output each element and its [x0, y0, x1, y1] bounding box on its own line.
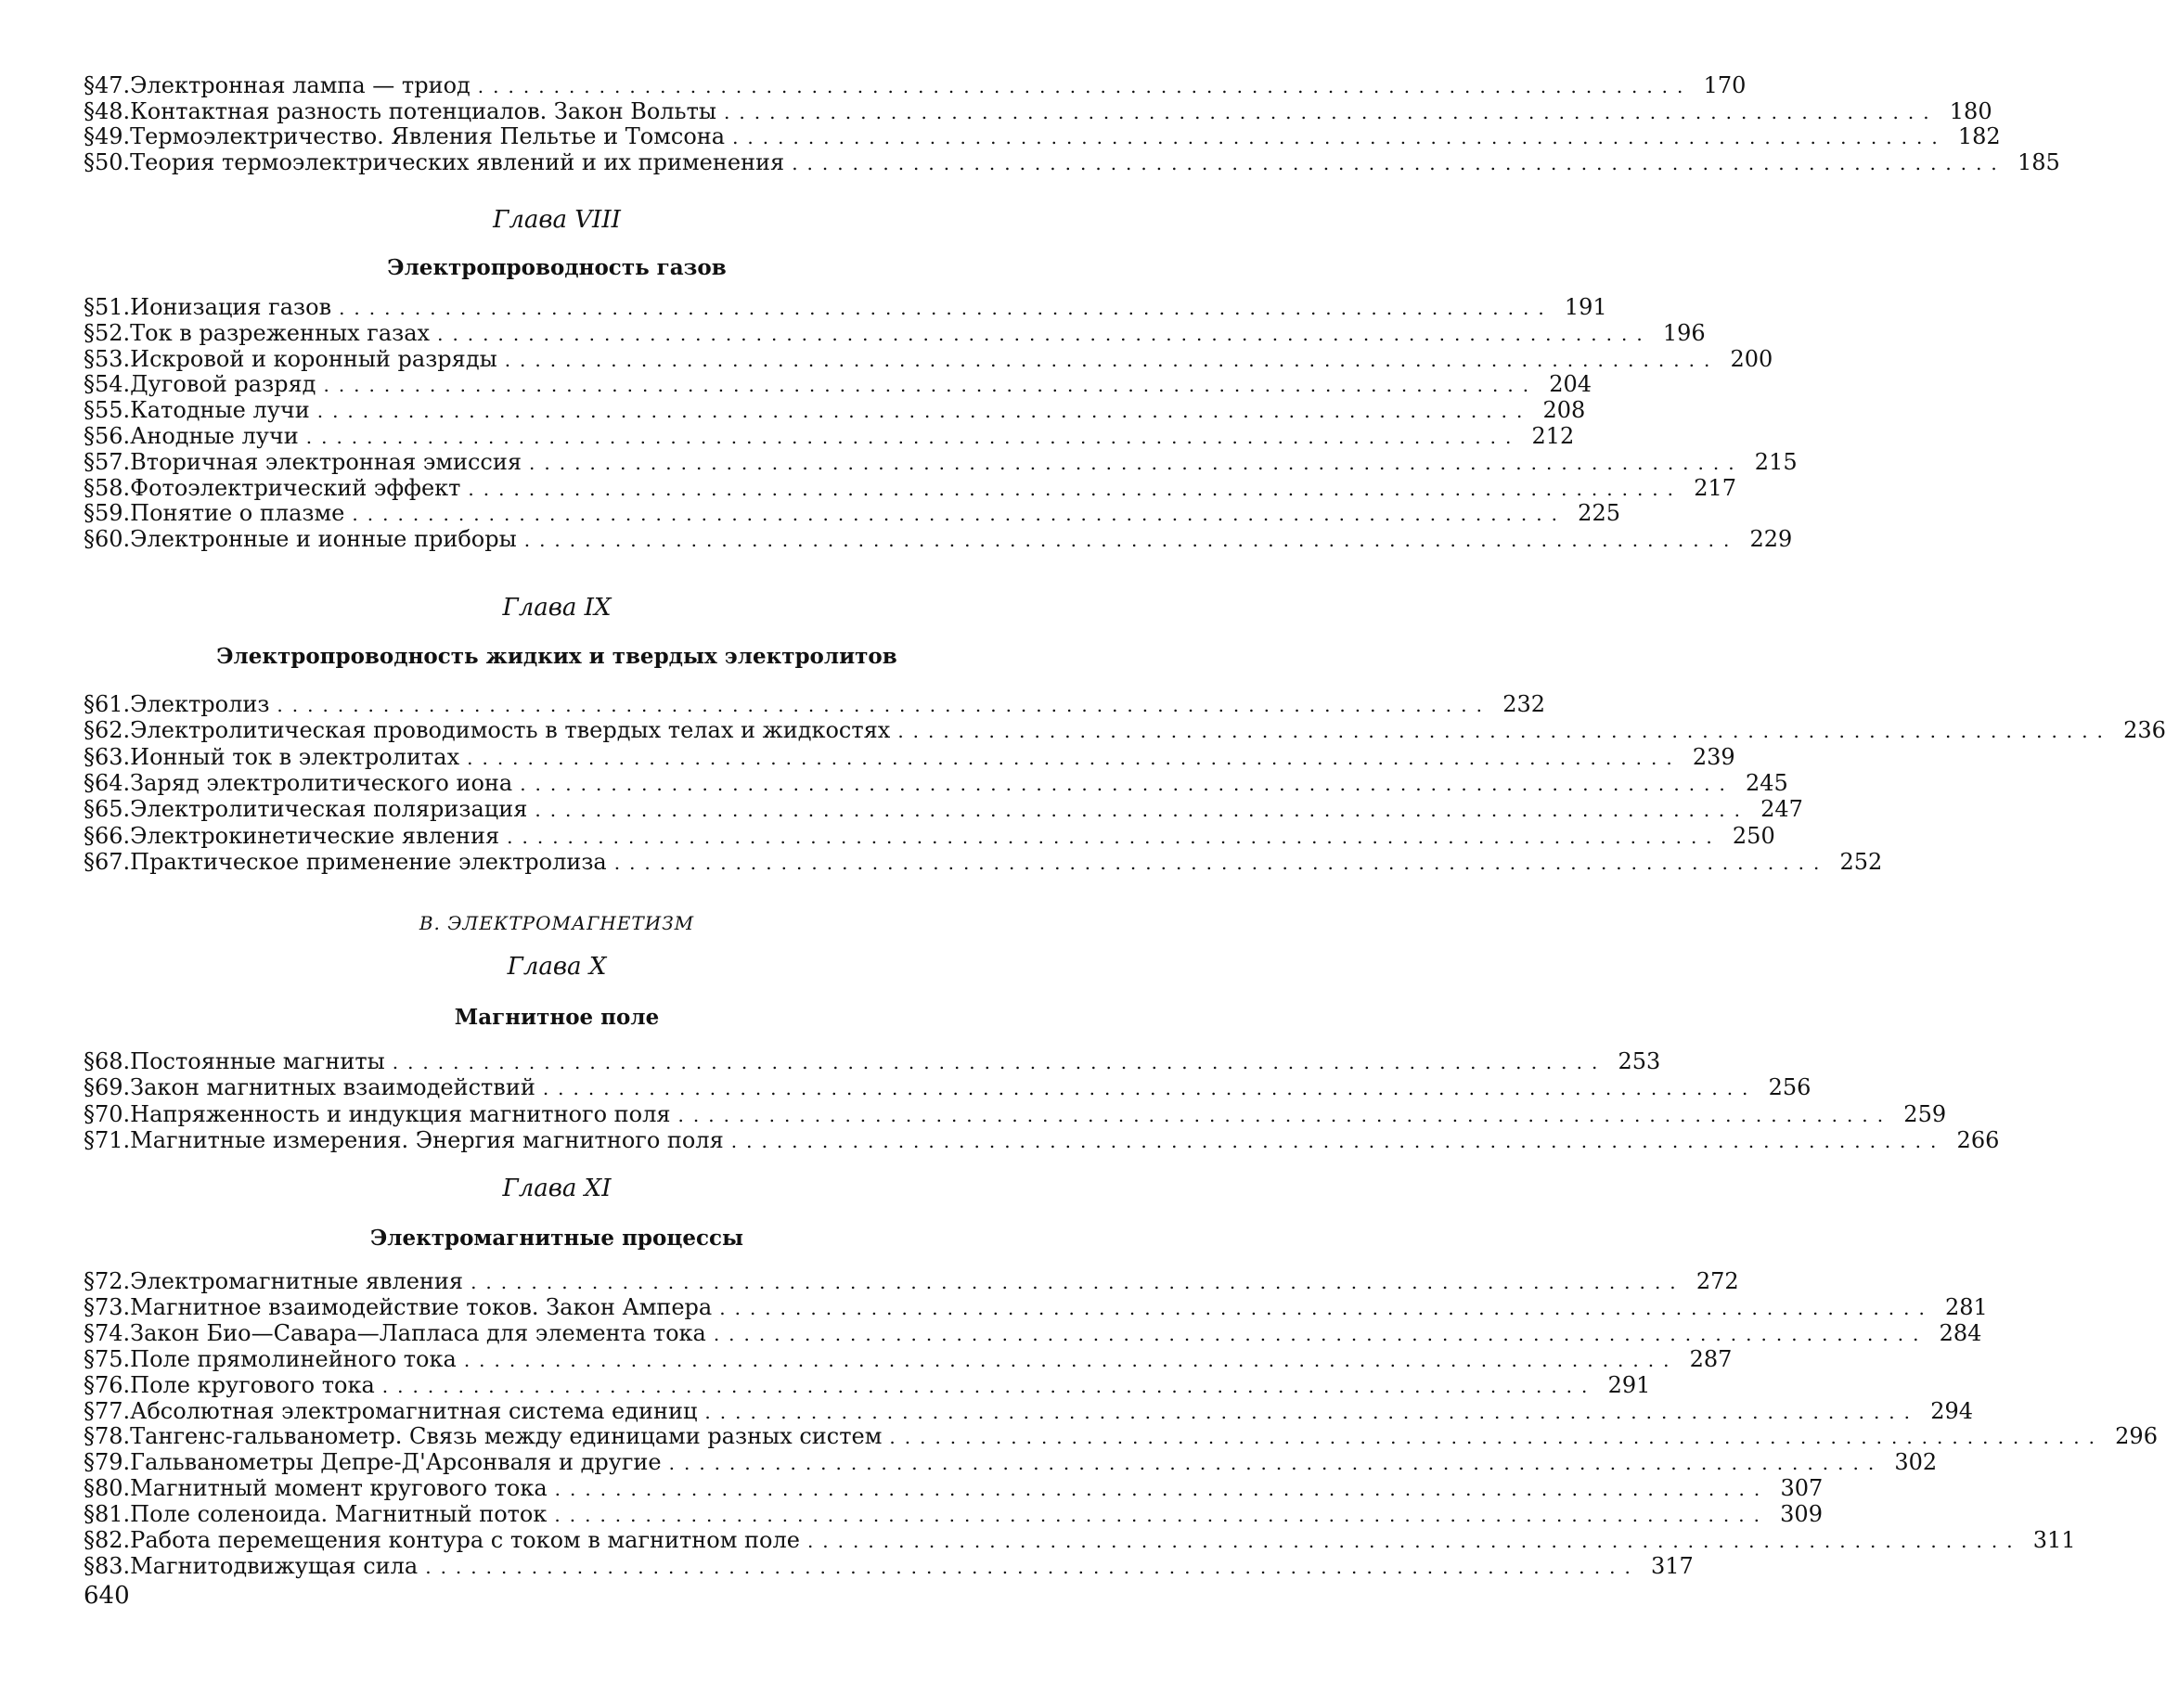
- toc-entry: [84, 769, 1788, 796]
- section-page: 196: [1662, 319, 1706, 346]
- dot-leader: ................................................................................: [613, 851, 1829, 874]
- section-mark: §: [84, 1449, 95, 1476]
- section-number: 71.: [95, 1126, 131, 1153]
- section-mark: §: [84, 1100, 95, 1127]
- toc-entry: [84, 717, 2166, 744]
- section-page: 302: [1894, 1449, 1938, 1476]
- toc-entry: [84, 345, 1773, 372]
- section-mark: §: [84, 345, 95, 372]
- section-page: 200: [1730, 345, 1773, 372]
- chapter-title-11: Электромагнитные процессы: [369, 1226, 744, 1251]
- section-number: 65.: [95, 796, 131, 823]
- section-number: 53.: [95, 345, 131, 372]
- dot-leader: ................................................................................: [277, 694, 1491, 716]
- toc-entry: [84, 1449, 1938, 1476]
- section-title: Гальванометры Депре-Д'Арсонваля и другие: [130, 1449, 662, 1476]
- dot-leader: ................................................................................: [806, 1530, 2022, 1552]
- section-number: 74.: [95, 1319, 131, 1346]
- section-number: 61.: [95, 691, 131, 717]
- part-label: В. ЭЛЕКТРОМАГНЕТИЗМ: [419, 912, 695, 934]
- section-title: Ионизация газов: [130, 294, 332, 320]
- dot-leader: ................................................................................: [724, 100, 1939, 123]
- section-title: Ток в разреженных газах: [130, 319, 431, 346]
- section-mark: §: [84, 526, 95, 553]
- dot-leader: ................................................................................: [392, 1051, 1607, 1073]
- section-title: Поле прямолинейного тока: [130, 1345, 457, 1372]
- section-title: Напряженность и индукция магнитного поля: [130, 1100, 671, 1127]
- section-page: 291: [1607, 1371, 1651, 1398]
- dot-leader: ................................................................................: [520, 772, 1734, 795]
- section-page: 294: [1930, 1397, 1974, 1424]
- section-page: 170: [1703, 72, 1747, 98]
- dot-leader: ................................................................................: [316, 400, 1532, 423]
- toc-entry: [84, 691, 1545, 717]
- section-title: Вторичная электронная эмиссия: [130, 448, 522, 475]
- section-title: Электромагнитные явления: [130, 1268, 464, 1294]
- section-page: 256: [1768, 1074, 1811, 1101]
- toc-entry: [84, 822, 1775, 849]
- chapter-label-9: Глава IX: [502, 594, 612, 622]
- section-page: 259: [1903, 1100, 1947, 1127]
- section-mark: §: [84, 294, 95, 320]
- section-number: 52.: [95, 319, 131, 346]
- dot-leader: ................................................................................: [437, 322, 1652, 345]
- section-title: Поле кругового тока: [130, 1371, 375, 1398]
- section-page: 281: [1945, 1293, 1988, 1320]
- section-page: 272: [1695, 1268, 1739, 1294]
- section-page: 317: [1651, 1552, 1694, 1579]
- section-mark: §: [84, 848, 95, 875]
- toc-entry: [84, 1319, 1982, 1346]
- section-number: 59.: [95, 500, 131, 527]
- toc-entry: [84, 1397, 1974, 1424]
- section-number: 49.: [95, 123, 131, 149]
- section-title: Закон Био—Савара—Лапласа для элемента тока: [130, 1319, 706, 1346]
- section-title: Дуговой разряд: [130, 371, 316, 398]
- section-number: 62.: [95, 717, 131, 744]
- section-number: 79.: [95, 1449, 131, 1476]
- section-number: 76.: [95, 1371, 131, 1398]
- toc-entry: [84, 1048, 1661, 1074]
- section-number: 68.: [95, 1048, 131, 1074]
- section-number: 54.: [95, 371, 131, 398]
- section-title: Магнитный момент кругового тока: [130, 1475, 548, 1502]
- dot-leader: ................................................................................: [305, 426, 1521, 448]
- section-page: 229: [1749, 526, 1793, 553]
- dot-leader: ................................................................................: [425, 1555, 1640, 1578]
- section-number: 69.: [95, 1074, 131, 1101]
- section-page: 253: [1618, 1048, 1661, 1074]
- section-page: 284: [1939, 1319, 1982, 1346]
- toc-entry: [84, 1345, 1733, 1372]
- section-title: Практическое применение электролиза: [130, 848, 607, 875]
- dot-leader: ................................................................................: [471, 1271, 1685, 1293]
- toc-entry: [84, 1552, 1694, 1579]
- toc-entry: [84, 1074, 1811, 1101]
- toc-entry: [84, 743, 1735, 770]
- section-title: Электролиз: [130, 691, 270, 717]
- section-title: Электронные и ионные приборы: [130, 526, 517, 553]
- toc-entry: [84, 397, 1586, 424]
- dot-leader: ................................................................................: [704, 1400, 1920, 1423]
- section-page: 296: [2115, 1423, 2158, 1450]
- section-page: 212: [1531, 423, 1575, 449]
- section-title: Электронная лампа — триод: [130, 72, 471, 98]
- section-number: 66.: [95, 822, 131, 849]
- section-title: Электролитическая поляризация: [130, 796, 528, 823]
- section-mark: §: [84, 1319, 95, 1346]
- section-page: 311: [2032, 1527, 2076, 1553]
- toc-entry: [84, 1268, 1739, 1294]
- toc-entry: [84, 1126, 2000, 1153]
- section-number: 56.: [95, 423, 131, 449]
- section-number: 67.: [95, 848, 131, 875]
- dot-leader: ................................................................................: [381, 1374, 1597, 1397]
- section-number: 60.: [95, 526, 131, 553]
- dot-leader: ................................................................................: [507, 825, 1721, 848]
- section-number: 80.: [95, 1475, 131, 1502]
- dot-leader: ................................................................................: [468, 477, 1683, 500]
- section-number: 77.: [95, 1397, 131, 1424]
- section-mark: §: [84, 123, 95, 149]
- section-page: 252: [1839, 848, 1883, 875]
- section-mark: §: [84, 72, 95, 98]
- chapter-label-11: Глава XI: [502, 1175, 612, 1202]
- chapter-title-9: Электропроводность жидких и твердых электролитов: [216, 644, 897, 669]
- toc-entry: [84, 1501, 1823, 1528]
- dot-leader: ................................................................................: [719, 1296, 1934, 1319]
- section-page: 225: [1578, 500, 1620, 527]
- dot-leader: ................................................................................: [889, 1426, 2104, 1449]
- section-title: Понятие о плазме: [130, 500, 345, 527]
- dot-leader: ................................................................................: [323, 374, 1539, 397]
- section-mark: §: [84, 371, 95, 398]
- section-mark: §: [84, 1048, 95, 1074]
- dot-leader: ................................................................................: [463, 1348, 1679, 1371]
- section-page: 208: [1542, 397, 1586, 424]
- toc-entry: [84, 123, 2001, 149]
- section-number: 73.: [95, 1293, 131, 1320]
- section-title: Электролитическая проводимость в твердых телах и жидкостях: [130, 717, 891, 744]
- section-page: 182: [1957, 123, 2001, 149]
- section-title: Фотоэлектрический эффект: [130, 474, 461, 501]
- dot-leader: ................................................................................: [504, 348, 1720, 371]
- section-mark: §: [84, 474, 95, 501]
- toc-entry: [84, 526, 1793, 553]
- dot-leader: ................................................................................: [792, 151, 2006, 174]
- section-page: 247: [1760, 796, 1803, 823]
- dot-leader: ................................................................................: [529, 451, 1744, 474]
- toc-entry: [84, 1371, 1651, 1398]
- section-number: 51.: [95, 294, 131, 320]
- chapter-title-10: Магнитное поле: [454, 1005, 660, 1030]
- section-title: Абсолютная электромагнитная система единиц: [130, 1397, 698, 1424]
- toc-entry: [84, 474, 1737, 501]
- section-title: Закон магнитных взаимодействий: [130, 1074, 535, 1101]
- section-mark: §: [84, 1423, 95, 1450]
- section-mark: §: [84, 1475, 95, 1502]
- section-page: 287: [1689, 1345, 1733, 1372]
- section-mark: §: [84, 148, 95, 175]
- section-page: 232: [1502, 691, 1545, 717]
- dot-leader: ................................................................................: [467, 746, 1682, 769]
- section-mark: §: [84, 1268, 95, 1294]
- toc-entry: [84, 1100, 1947, 1127]
- section-title: Термоэлектричество. Явления Пельтье и Томсона: [130, 123, 726, 149]
- dot-leader: ................................................................................: [713, 1322, 1928, 1345]
- section-mark: §: [84, 822, 95, 849]
- toc-entry: [84, 1423, 2158, 1450]
- section-title: Поле соленоида. Магнитный поток: [130, 1501, 548, 1528]
- section-mark: §: [84, 691, 95, 717]
- section-number: 81.: [95, 1501, 131, 1528]
- dot-leader: ................................................................................: [554, 1478, 1770, 1501]
- section-page: 185: [2017, 148, 2060, 175]
- section-mark: §: [84, 319, 95, 346]
- section-mark: §: [84, 743, 95, 770]
- section-title: Электрокинетические явления: [130, 822, 500, 849]
- dot-leader: ................................................................................: [730, 1129, 1946, 1152]
- toc-entry: [84, 148, 2060, 175]
- section-number: 78.: [95, 1423, 131, 1450]
- dot-leader: ................................................................................: [897, 720, 2112, 743]
- chapter-label-8: Глава VIII: [493, 206, 621, 234]
- section-mark: §: [84, 1397, 95, 1424]
- section-title: Работа перемещения контура с током в магнитном поле: [130, 1527, 800, 1553]
- section-page: 307: [1780, 1475, 1824, 1502]
- section-page: 191: [1564, 294, 1607, 320]
- dot-leader: ................................................................................: [477, 75, 1693, 97]
- section-page: 309: [1780, 1501, 1823, 1528]
- toc-entry: [84, 371, 1592, 398]
- toc-entry: [84, 423, 1575, 449]
- section-mark: §: [84, 97, 95, 124]
- section-page: 245: [1745, 769, 1788, 796]
- section-number: 63.: [95, 743, 131, 770]
- section-number: 47.: [95, 72, 131, 98]
- section-number: 83.: [95, 1552, 131, 1579]
- toc-entry: [84, 500, 1620, 527]
- section-page: 236: [2123, 717, 2166, 744]
- section-title: Контактная разность потенциалов. Закон Вольты: [130, 97, 716, 124]
- dot-leader: ................................................................................: [523, 529, 1739, 552]
- toc-entry: [84, 72, 1747, 98]
- section-mark: §: [84, 1371, 95, 1398]
- section-mark: §: [84, 1552, 95, 1579]
- toc-entry: [84, 848, 1883, 875]
- toc-entry: [84, 97, 1992, 124]
- section-mark: §: [84, 1501, 95, 1528]
- toc-entry: [84, 294, 1607, 320]
- section-mark: §: [84, 1074, 95, 1101]
- dot-leader: ................................................................................: [732, 126, 1947, 148]
- section-title: Анодные лучи: [130, 423, 299, 449]
- dot-leader: ................................................................................: [554, 1504, 1769, 1527]
- section-page: 180: [1949, 97, 1992, 124]
- section-title: Заряд электролитического иона: [130, 769, 513, 796]
- section-number: 82.: [95, 1527, 131, 1553]
- section-title: Постоянные магниты: [130, 1048, 385, 1074]
- section-page: 239: [1692, 743, 1735, 770]
- section-mark: §: [84, 1293, 95, 1320]
- toc-entry: [84, 448, 1798, 475]
- dot-leader: ................................................................................: [542, 1077, 1758, 1100]
- section-mark: §: [84, 448, 95, 475]
- section-number: 55.: [95, 397, 131, 424]
- section-mark: §: [84, 1126, 95, 1153]
- section-mark: §: [84, 1345, 95, 1372]
- section-title: Теория термоэлектрических явлений и их применения: [130, 148, 785, 175]
- section-number: 70.: [95, 1100, 131, 1127]
- section-mark: §: [84, 769, 95, 796]
- section-mark: §: [84, 717, 95, 744]
- section-title: Искровой и коронный разряды: [130, 345, 497, 372]
- section-number: 48.: [95, 97, 131, 124]
- section-page: 204: [1549, 371, 1592, 398]
- chapter-title-8: Электропроводность газов: [387, 255, 727, 280]
- toc-entry: [84, 319, 1706, 346]
- section-title: Магнитодвижущая сила: [130, 1552, 419, 1579]
- toc-entry: [84, 1527, 2076, 1553]
- section-mark: §: [84, 500, 95, 527]
- section-mark: §: [84, 1527, 95, 1553]
- section-page: 266: [1956, 1126, 2000, 1153]
- toc-entry: [84, 1475, 1824, 1502]
- chapter-label-10: Глава X: [507, 953, 607, 981]
- section-number: 50.: [95, 148, 131, 175]
- section-title: Магнитное взаимодействие токов. Закон Ампера: [130, 1293, 713, 1320]
- toc-entry: [84, 796, 1803, 823]
- section-number: 72.: [95, 1268, 131, 1294]
- section-number: 75.: [95, 1345, 131, 1372]
- section-title: Катодные лучи: [130, 397, 310, 424]
- section-number: 64.: [95, 769, 131, 796]
- page-number: 640: [84, 1582, 130, 1610]
- dot-leader: ................................................................................: [339, 297, 1554, 319]
- dot-leader: ................................................................................: [352, 503, 1566, 526]
- section-number: 58.: [95, 474, 131, 501]
- section-title: Ионный ток в электролитах: [130, 743, 460, 770]
- section-mark: §: [84, 397, 95, 424]
- section-mark: §: [84, 423, 95, 449]
- section-page: 215: [1754, 448, 1798, 475]
- dot-leader: ................................................................................: [668, 1452, 1884, 1475]
- section-number: 57.: [95, 448, 131, 475]
- section-title: Тангенс-гальванометр. Связь между единицами разных систем: [130, 1423, 883, 1450]
- section-mark: §: [84, 796, 95, 823]
- section-page: 250: [1732, 822, 1775, 849]
- dot-leader: ................................................................................: [677, 1103, 1893, 1126]
- toc-entry: [84, 1293, 1988, 1320]
- section-title: Магнитные измерения. Энергия магнитного поля: [130, 1126, 724, 1153]
- dot-leader: ................................................................................: [535, 799, 1749, 822]
- section-page: 217: [1694, 474, 1737, 501]
